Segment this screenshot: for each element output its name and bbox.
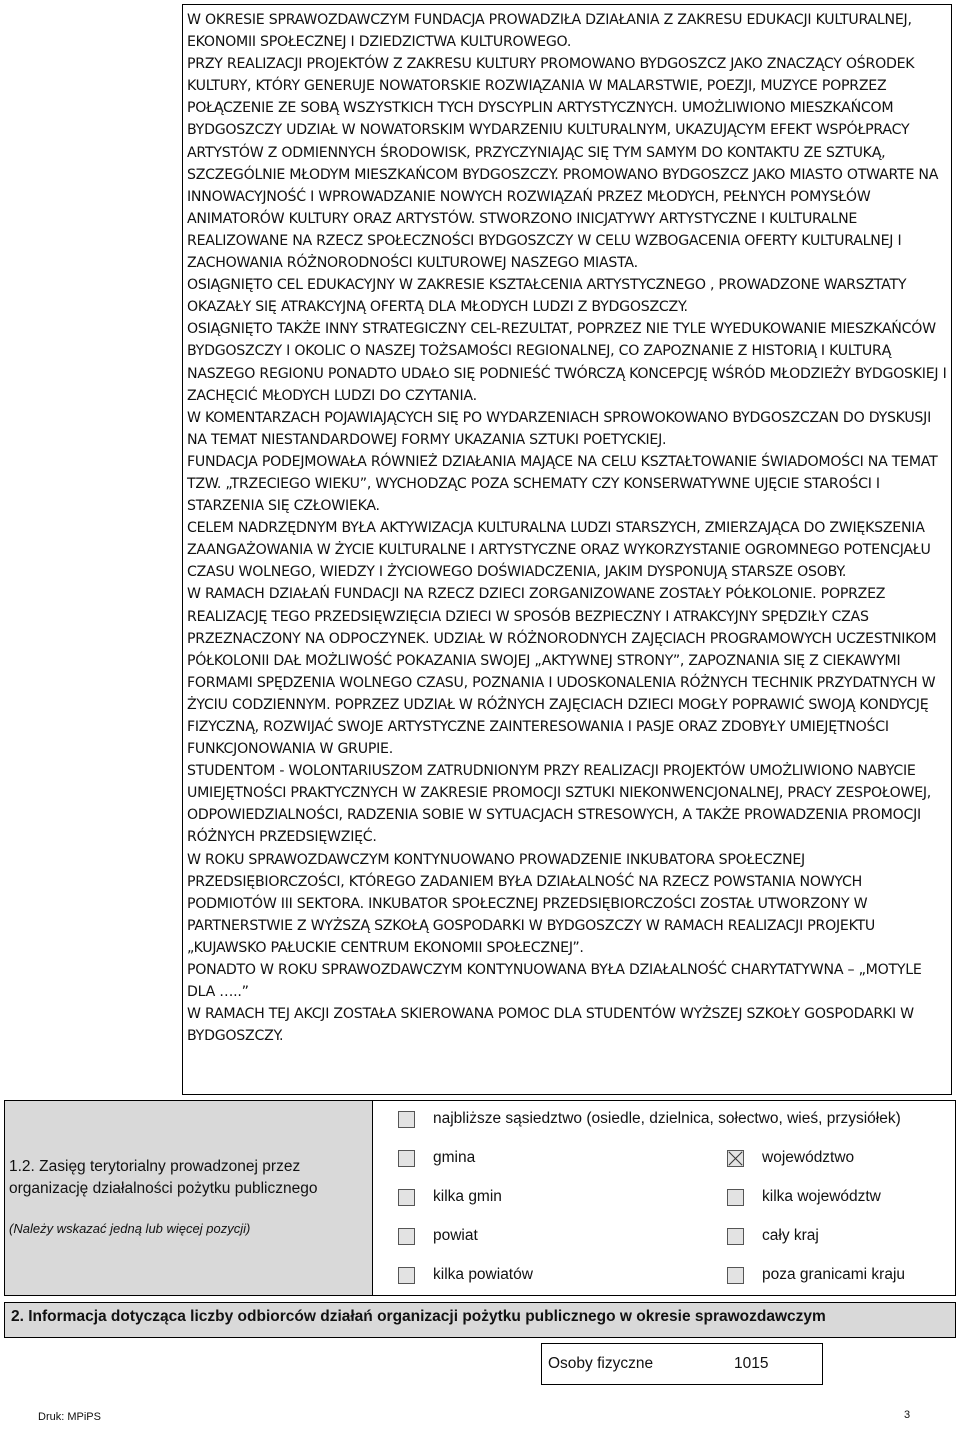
option-poza-granicami-kraju[interactable]: [727, 1266, 905, 1284]
territorial-scope-section: [4, 1100, 956, 1296]
section-2-heading: 2. Informacja dotycząca liczby odbiorców działań organizacji pożytku publicznego w okresie sprawozdawczym: [4, 1302, 956, 1338]
option-label: najbliższe sąsiedztwo (osiedle, dzielnica, sołectwo, wieś, przysiółek): [433, 1110, 901, 1127]
checkbox-checked[interactable]: [727, 1150, 744, 1167]
option-powiat[interactable]: [398, 1227, 478, 1245]
option-label: kilka województw: [762, 1188, 881, 1205]
checkbox[interactable]: [398, 1267, 415, 1284]
option-kilka-powiatow[interactable]: [398, 1266, 533, 1284]
option-gmina[interactable]: [398, 1149, 475, 1167]
option-label: województwo: [762, 1149, 855, 1166]
option-najblizsze-sasiedztwo[interactable]: [398, 1110, 901, 1128]
option-label: poza granicami kraju: [762, 1266, 906, 1283]
option-label: powiat: [433, 1227, 478, 1244]
option-kilka-wojewodztw[interactable]: [727, 1188, 881, 1206]
checkbox[interactable]: [727, 1267, 744, 1284]
option-label: cały kraj: [762, 1227, 819, 1244]
checkbox[interactable]: [398, 1150, 415, 1167]
option-caly-kraj[interactable]: [727, 1227, 819, 1245]
option-label: gmina: [433, 1149, 476, 1166]
recipients-count-box: [541, 1343, 823, 1385]
option-label: kilka gmin: [433, 1188, 502, 1205]
page-number: 3: [904, 1409, 911, 1421]
activities-description-text: W OKRESIE SPRAWOZDAWCZYM FUNDACJA PROWADZIŁA DZIAŁANIA Z ZAKRESU EDUKACJI KULTURALNEJ, EKONOMII SPOŁECZNEJ I DZIEDZICTWA KULTUROWEGO. PRZY REALIZACJI PROJEKTÓW Z ZAKRESU KULTURY PROMOWANO BYDGOSZCZ JAKO ZNACZĄCY OŚRODEK KULTURY, KTÓRY GENERUJE NOWATORSKIE ROZWIĄZANIA W MALARSTWIE, POEZJI, MUZYCE POPRZEZ POŁĄCZENIE ZE SOBĄ WSZYSTKICH TYCH DYSCYPLIN ARTYSTYCZNYCH. UMOŻLIWIONO MIESZKAŃCOM BYDGOSZCZY UDZIAŁ W NOWATORSKIM WYDARZENIU KULTURALNYM, UKAZUJĄCYM EFEKT WSPÓŁPRACY ARTYSTÓW Z ODMIENNYCH ŚRODOWISK, PRZYCZYNIAJĄC SIĘ TYM SAMYM DO KONTAKTU ZE SZTUKĄ, SZCZEGÓLNIE MŁODYM MIESZKAŃCOM BYDGOSZCZY. PROMOWANO BYDGOSZCZ JAKO MIASTO OTWARTE NA INNOWACYJNOŚĆ I WPROWADZANIE NOWYCH ROZWIĄZAŃ PRZEZ MŁODYCH, PEŁNYCH POMYSŁÓW ANIMATORÓW KULTURY ORAZ ARTYSTÓW. STWORZONO INICJATYWY ARTYSTYCZNE I KULTURALNE REALIZOWANE NA RZECZ SPOŁECZNOŚCI BYDGOSZCZY W CELU WZBOGACENIA OFERTY KULTURALNEJ I ZACHOWANIA RÓŻNORODNOŚCI KULTUROWEJ NASZEGO MIASTA. OSIĄGNIĘTO CEL EDUKACYJNY W ZAKRESIE KSZTAŁCENIA ARTYSTYCZNEGO , PROWADZONE WARSZTATY OKAZAŁY SIĘ ATRAKCYJNĄ OFERTĄ DLA MŁODYCH LUDZI Z BYDGOSZCZY. OSIĄGNIĘTO TAKŻE INNY STRATEGICZNY CEL-REZULTAT, POPRZEZ NIE TYLE WYEDUKOWANIE MIESZKAŃCÓW BYDGOSZCZY I OKOLIC O NASZEJ TOŻSAMOŚCI REGIONALNEJ, CO ZAPOZNANIE Z HISTORIĄ I KULTURĄ NASZEGO REGIONU PONADTO UDAŁO SIĘ PODNIEŚĆ TWÓRCZĄ KONCEPCJĘ WŚRÓD MŁODZIEŻY BYDGOSKIEJ I ZACHĘCIĆ MŁODYCH LUDZI DO CZYTANIA. W KOMENTARZACH POJAWIAJĄCYCH SIĘ PO WYDARZENIACH SPROWOKOWANO BYDGOSZCZAN DO DYSKUSJI NA TEMAT NIESTANDARDOWEJ FORMY UKAZANIA SZTUKI POETYCKIEJ. FUNDACJA PODEJMOWAŁA RÓWNIEŻ DZIAŁANIA MAJĄCE NA CELU KSZTAŁTOWANIE ŚWIADOMOŚCI NA TEMAT TZW. „TRZECIEGO WIEKU”, WYCHODZĄC POZA SCHEMATY CZY KONSERWATYWNE UJĘCIE STAROŚCI I STARZENIA SIĘ CZŁOWIEKA. CELEM NADRZĘDNYM BYŁA AKTYWIZACJA KULTURALNA LUDZI STARSZYCH, ZMIERZAJĄCA DO ZWIĘKSZENIA ZAANGAŻOWANIA W ŻYCIE KULTURALNE I ARTYSTYCZNE ORAZ WYKORZYSTANIE OGROMNEGO POTENCJAŁU CZASU WOLNEGO, WIEDZY I ŻYCIOWEGO DOŚWIADCZENIA, JAKIM DYSPONUJĄ STARSZE OSOBY. W RAMACH DZIAŁAŃ FUNDACJI NA RZECZ DZIECI ZORGANIZOWANE ZOSTAŁY PÓŁKOLONIE. POPRZEZ REALIZACJĘ TEGO PRZEDSIĘWZIĘCIA DZIECI W SPOSÓB BEZPIECZNY I ATRAKCYJNY SPĘDZIŁY CZAS PRZEZNACZONY NA ODPOCZYNEK. UDZIAŁ W RÓŻNORODNYCH ZAJĘCIACH PROGRAMOWYCH UCZESTNIKOM PÓŁKOLONII DAŁ MOŻLIWOŚĆ POKAZANIA SWOJEJ „AKTYWNEJ STRONY”, ZAPOZNANIA SIĘ Z CIEKAWYMI FORMAMI SPĘDZENIA WOLNEGO CZASU, POZNANIA I UDOSKONALENIA RÓŻNYCH TECHNIK PRZYDATNYCH W ŻYCIU CODZIENNYM. POPRZEZ UDZIAŁ W RÓŻNYCH ZAJĘCIACH DZIECI MOGŁY POPRAWIĆ SWOJĄ KONDYCJĘ FIZYCZNĄ, ROZWIJAĆ SWOJE ARTYSTYCZNE ZAINTERESOWANIA I PASJE ORAZ ZDOBYŁY UMIEJĘTNOŚCI FUNKCJONOWANIA W GRUPIE. STUDENTOM - WOLONTARIUSZOM ZATRUDNIONYM PRZY REALIZACJI PROJEKTÓW UMOŻLIWIONO NABYCIE UMIEJĘTNOŚCI PRAKTYCZNYCH W ZAKRESIE PROMOCJI SZTUKI NIEKONWENCJONALNEJ, PRACY ZESPOŁOWEJ, ODPOWIEDZIALNOŚCI, RADZENIA SOBIE W SYTUACJACH STRESOWYCH, A TAKŻE PROWADZENIA PROMOCJI RÓŻNYCH PRZEDSIĘWZIĘĆ. W ROKU SPRAWOZDAWCZYM KONTYNUOWANO PROWADZENIE INKUBATORA SPOŁECZNEJ PRZEDSIĘBIORCZOŚCI, KTÓREGO ZADANIEM BYŁA DZIAŁALNOŚĆ NA RZECZ POWSTANIA NOWYCH PODMIOTÓW III SEKTORA. INKUBATOR SPOŁECZNEJ PRZEDSIĘBIORCZOŚCI ZOSTAŁ UTWORZONY W PARTNERSTWIE Z WYŻSZĄ SZKOŁĄ GOSPODARKI W BYDGOSZCZY W RAMACH REALIZACJI PROJEKTU „KUJAWSKO PAŁUCKIE CENTRUM EKONOMII SPOŁECZNEJ”. PONADTO W ROKU SPRAWOZDAWCZYM KONTYNUOWANA BYŁA DZIAŁALNOŚĆ CHARYTATYWNA – „MOTYLE DLA …..” W RAMACH TEJ AKCJI ZOSTAŁA SKIEROWANA POMOC DLA STUDENTÓW WYŻSZEJ SZKOŁY GOSPODARKI W BYDGOSZCZY.: [187, 12, 947, 1045]
territorial-scope-title: 1.2. Zasięg terytorialny prowadzonej przez organizację działalności pożytku publicznego: [9, 1158, 318, 1197]
checkbox[interactable]: [727, 1228, 744, 1245]
territorial-scope-hint: (Należy wskazać jedną lub więcej pozycji): [9, 1221, 251, 1236]
checkbox[interactable]: [398, 1111, 415, 1128]
recipients-value[interactable]: 1015: [734, 1355, 769, 1372]
recipients-label: Osoby fizyczne: [548, 1355, 654, 1372]
checkbox[interactable]: [398, 1228, 415, 1245]
checkbox[interactable]: [727, 1189, 744, 1206]
activities-description-box: [182, 4, 952, 1095]
territorial-scope-label-cell: [5, 1101, 373, 1295]
print-info: Druk: MPiPS: [38, 1411, 101, 1423]
option-label: kilka powiatów: [433, 1266, 533, 1283]
option-kilka-gmin[interactable]: [398, 1188, 502, 1206]
option-wojewodztwo[interactable]: [727, 1149, 854, 1167]
checkbox[interactable]: [398, 1189, 415, 1206]
